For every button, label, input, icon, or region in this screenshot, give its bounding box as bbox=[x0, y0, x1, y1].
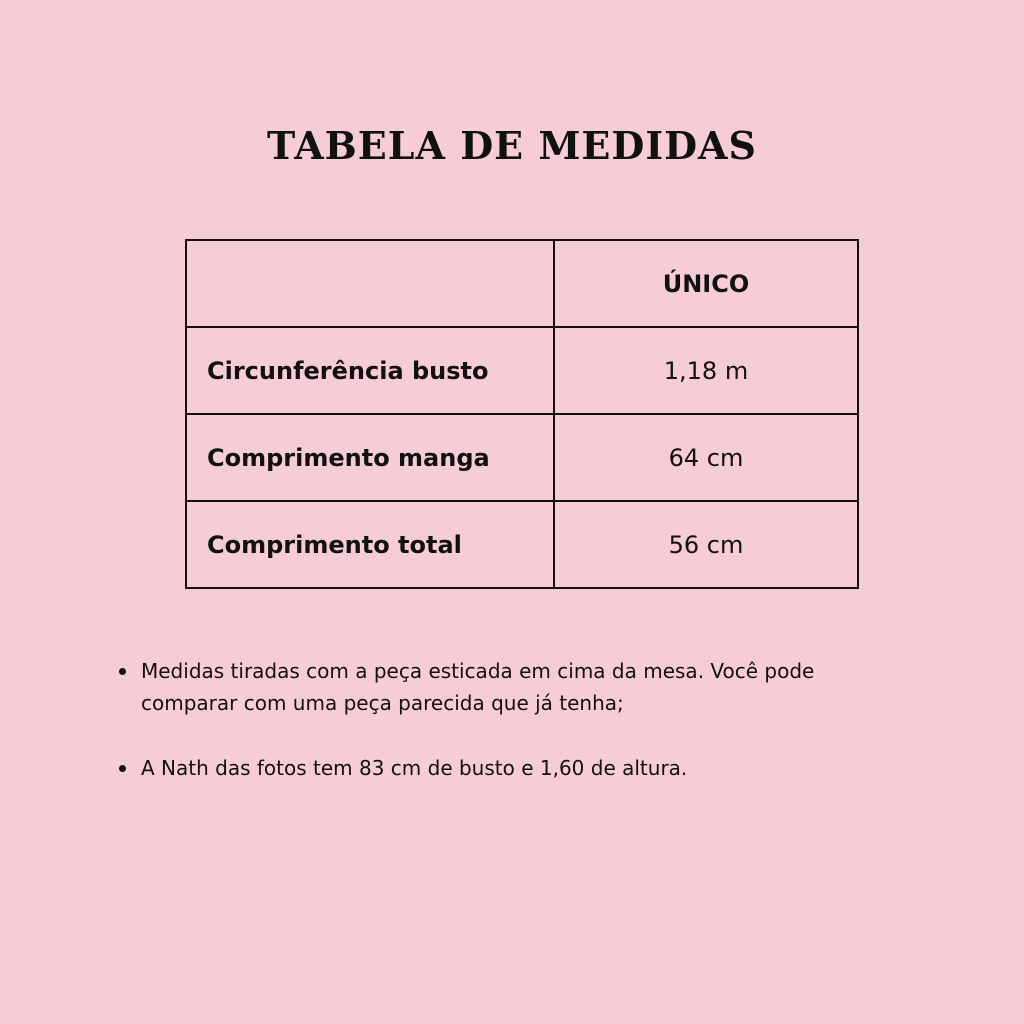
table-row bbox=[186, 327, 858, 414]
notes-list bbox=[116, 655, 896, 817]
measurement-value: 64 cm bbox=[554, 414, 858, 501]
bullet-icon bbox=[119, 668, 126, 675]
measurement-label: Comprimento manga bbox=[186, 414, 554, 501]
list-item bbox=[116, 655, 896, 719]
measurement-value: 1,18 m bbox=[554, 327, 858, 414]
measurement-label: Comprimento total bbox=[186, 501, 554, 588]
page-title: TABELA DE MEDIDAS bbox=[267, 123, 757, 168]
table-header-empty-cell bbox=[186, 240, 554, 327]
bullet-icon bbox=[119, 765, 126, 772]
table-row bbox=[186, 501, 858, 588]
table-header-row bbox=[186, 240, 858, 327]
measurements-table bbox=[185, 239, 859, 589]
note-text: Medidas tiradas com a peça esticada em cima da mesa. Você pode comparar com uma peça parecida que já tenha; bbox=[141, 659, 815, 715]
list-item bbox=[116, 752, 896, 784]
table-row bbox=[186, 414, 858, 501]
measurement-value: 56 cm bbox=[554, 501, 858, 588]
table-header-size: ÚNICO bbox=[554, 240, 858, 327]
note-text: A Nath das fotos tem 83 cm de busto e 1,60 de altura. bbox=[141, 756, 688, 780]
measurement-label: Circunferência busto bbox=[186, 327, 554, 414]
